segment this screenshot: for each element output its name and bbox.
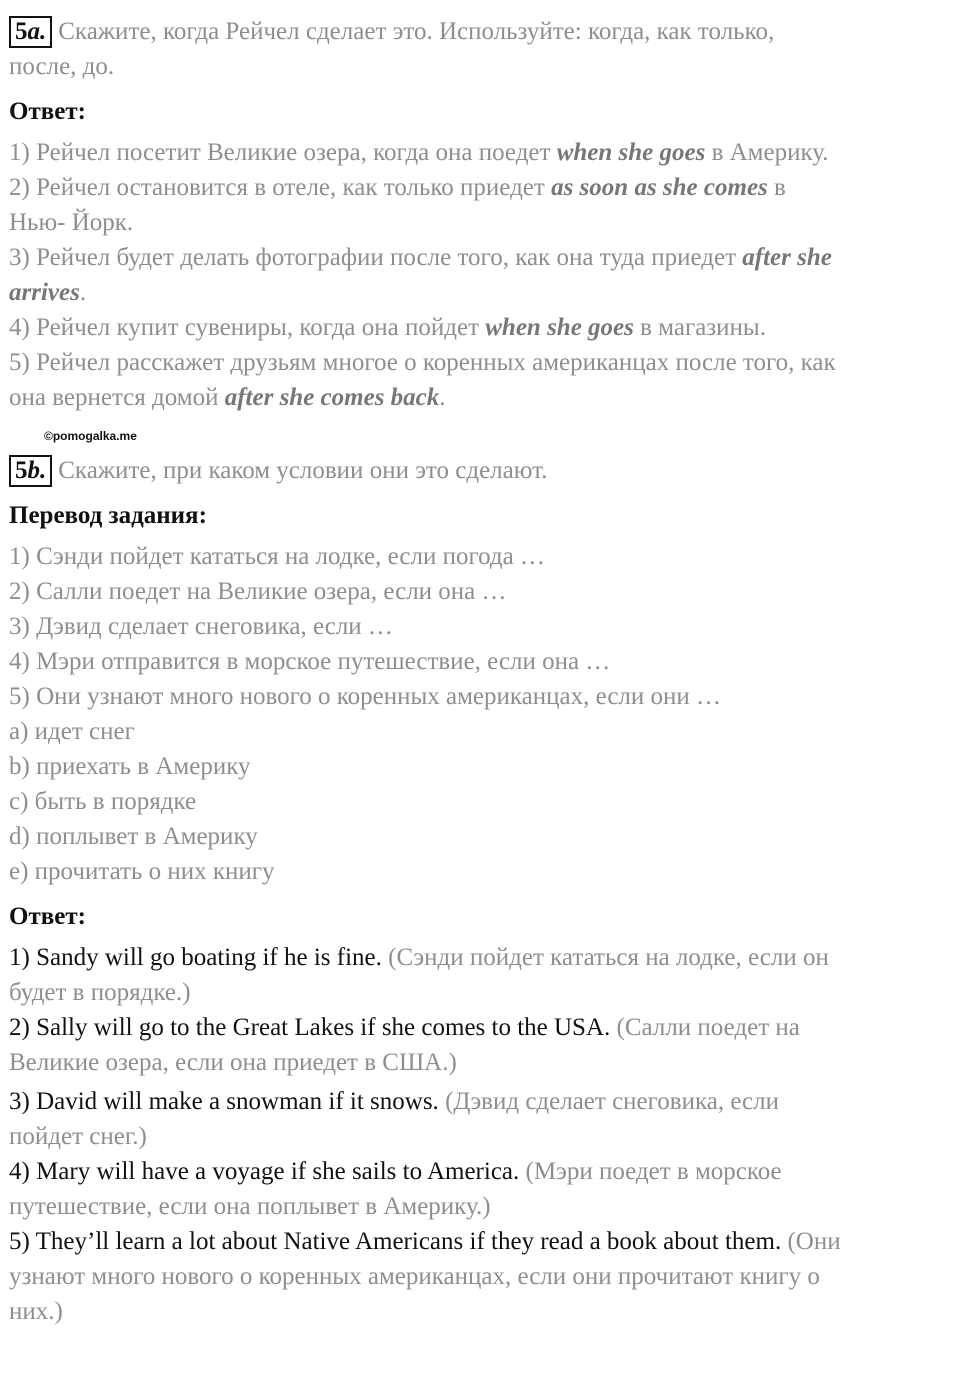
task-5a-line2: после, до. [9,53,115,80]
task-5a-line1: 5a. Скажите, когда Рейчел сделает это. Используйте: когда, как только, [9,14,949,49]
answer-heading-5b: Ответ: [9,903,86,930]
translation-line: 1) Сэнди пойдет кататься на лодке, если погода … [9,543,545,570]
answer-5b-1-line2: будет в порядке.) [9,979,191,1006]
translation-line: c) быть в порядке [9,788,197,815]
answer-5b-2-line2: Великие озера, если она приедет в США.) [9,1049,457,1076]
watermark: ©pomogalka.me [44,429,137,443]
answer-5b-2-line1: 2) Sally will go to the Great Lakes if she comes to the USA. (Салли поедет на [9,1014,800,1041]
answer-5b-4-line1: 4) Mary will have a voyage if she sails to America. (Мэри поедет в морское [9,1158,782,1185]
answer-5a-3-line2: arrives. [9,279,87,306]
task-label-5a: 5a. [9,16,52,48]
task-label-5b: 5b. [9,455,52,487]
translation-heading: Перевод задания: [9,502,207,529]
answer-5b-3-line1: 3) David will make a snowman if it snows. (Дэвид сделает снеговика, если [9,1088,779,1115]
translation-line: b) приехать в Америку [9,753,251,780]
answer-5b-1-line1: 1) Sandy will go boating if he is fine. (Сэнди пойдет кататься на лодке, если он [9,944,829,971]
answer-5a-4: 4) Рейчел купит сувениры, когда она пойдет when she goes в магазины. [9,314,766,341]
answer-5b-5-line1: 5) They’ll learn a lot about Native Americans if they read a book about them. (Они [9,1228,841,1255]
document-page [9,14,949,1329]
answer-5a-5-line2: она вернется домой after she comes back. [9,384,446,411]
answer-heading-5a: Ответ: [9,98,86,125]
answer-5a-2-line2: Нью- Йорк. [9,209,134,236]
translation-line: 2) Салли поедет на Великие озера, если она … [9,578,507,605]
answer-5b-4-line2: путешествие, если она поплывет в Америку.) [9,1193,491,1220]
answer-5a-1: 1) Рейчел посетит Великие озера, когда она поедет when she goes в Америку. [9,139,829,166]
translation-line: 3) Дэвид сделает снеговика, если … [9,613,393,640]
answer-5a-5-line1: 5) Рейчел расскажет друзьям многое о коренных американцах после того, как [9,349,836,376]
answer-5b-3-line2: пойдет снег.) [9,1123,147,1150]
answer-5b-5-line3: них.) [9,1298,63,1325]
translation-line: 5) Они узнают много нового о коренных американцах, если они … [9,683,722,710]
translation-line: d) поплывет в Америку [9,823,258,850]
task-5b: 5b. Скажите, при каком условии они это сделают. [9,453,949,488]
answer-5a-2-line1: 2) Рейчел остановится в отеле, как только приедет as soon as she comes в [9,174,786,201]
translation-line: 4) Мэри отправится в морское путешествие, если она … [9,648,611,675]
translation-line: e) прочитать о них книгу [9,858,275,885]
answer-5b-5-line2: узнают много нового о коренных американцах, если они прочитают книгу о [9,1263,820,1290]
answer-5a-3-line1: 3) Рейчел будет делать фотографии после того, как она туда приедет after she [9,244,832,271]
translation-line: a) идет снег [9,718,135,745]
